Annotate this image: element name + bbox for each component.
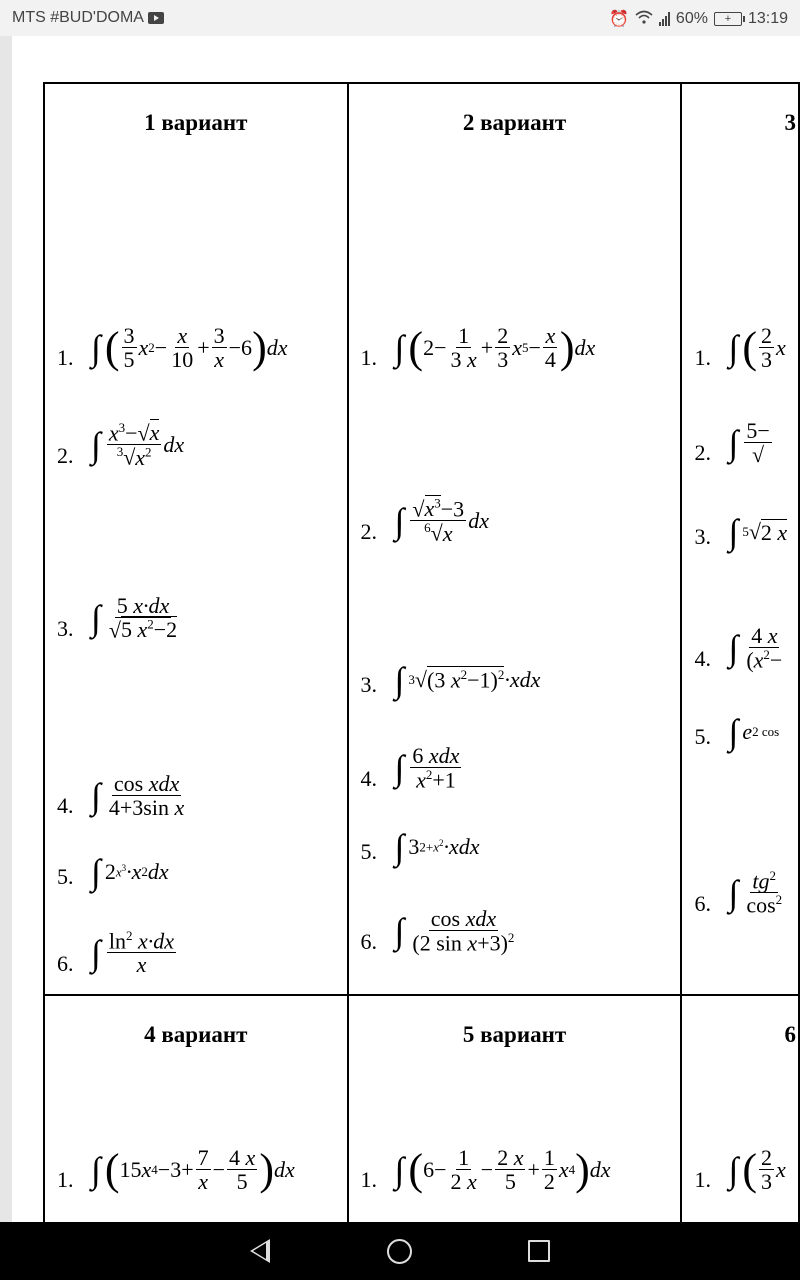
v5-integral-1: ∫ ( 6− $\frac{1}{2 x}$ − $\frac{2 x}{5}$ + $\frac{1}{2}$ x 4 ) dx — [394, 1144, 611, 1195]
v1-integral-2: ∫ $\frac{x^3-√x}{^3√x^2}$ dx — [91, 420, 185, 470]
v2-integral-4: ∫ $\frac{\text{6 xdx}}{x^2+1}$ — [394, 743, 460, 793]
v2-task-1: 1. ∫ ( 2− $\frac{1}{3 x}$ + $\frac{2}{3}$ x 5 − $\frac{x}{4}$ ) dx — [360, 322, 596, 373]
v2-task-6: 6. ∫ $\frac{\text{cos xdx}}{(2 \sin x+3)^2}$ — [361, 907, 519, 955]
v1-integral-4: ∫ $\frac{\text{cos xdx}}{\text{4+3sin x}}$ — [91, 771, 185, 821]
variant-5-header: 5 вариант — [462, 1022, 567, 1047]
v2-task-3: 3. ∫ 3 √ (3 $x^2-1)^2$ ·xdx — [360, 660, 541, 700]
v2-integral-6: ∫ $\frac{\text{cos xdx}}{(2 \sin x+3)^2}$ — [394, 906, 515, 956]
status-bar — [0, 0, 800, 36]
variants-table — [43, 82, 800, 1276]
v2-integral-2: ∫ $\frac{√x^3-3}{^6√x}$ dx — [394, 496, 489, 546]
v1-integral-5: ∫ 2 $x^3$ ·x 2 dx — [91, 852, 169, 892]
alarm-icon: ⏰ — [609, 11, 629, 28]
v3-task-4: 4. ∫ $\frac{4 x}{(x^2-}$ — [694, 623, 783, 673]
variant-4-header: 4 вариант — [144, 1022, 248, 1047]
v6-task-1: 1. ∫ ( $\frac{2}{3}$ x — [694, 1144, 786, 1195]
v4-integral-1: ∫ ( 15 x 4 −3+ $\frac{7}{x}$ − $\frac{4 x}{5}$ ) dx — [91, 1144, 295, 1195]
variant-6-header: 6 — [784, 1022, 796, 1047]
back-button[interactable] — [250, 1239, 270, 1263]
clock: 13:19 — [747, 10, 788, 27]
v1-task-1: 1. ∫ ( $\frac{3}{5}$ x 2 − $\frac{x}{10}$ + $\frac{3}{x}$ −6 ) dx — [57, 322, 288, 373]
variant-1-cell — [44, 83, 348, 995]
v1-integral-1: ∫ ( $\frac{3}{5}$ x 2 − $\frac{x}{10}$ + $\frac{3}{x}$ −6 ) dx — [91, 322, 288, 373]
v2-task-2: 2. ∫ $\frac{√x^3-3}{^6√x}$ dx — [360, 496, 489, 546]
page-left-edge — [0, 36, 12, 1222]
v2-integral-5: ∫ 3 $2+x^2$ ·xdx — [394, 827, 480, 867]
v2-task-5: 5. ∫ 3 $2+x^2$ ·xdx — [360, 827, 480, 867]
v3-task-6: 6. ∫ $\frac{tg^2}{\cos^2}$ — [694, 868, 783, 918]
navigation-bar — [0, 1222, 800, 1280]
variant-1-header: 1 вариант — [144, 110, 248, 135]
v1-integral-6: ∫ $\frac{\ln^2 x\cdot dx}{x}$ — [91, 928, 175, 978]
variant-2-header: 2 вариант — [462, 110, 567, 135]
v1-task-2: 2. ∫ $\frac{x^3-√x}{^3√x^2}$ dx — [57, 420, 185, 470]
recent-apps-button[interactable] — [528, 1240, 550, 1262]
v3-task-3: 3. ∫ 5 √ 2 x — [694, 512, 788, 552]
v3-task-1: 1. ∫ ( $\frac{2}{3}$ x — [694, 322, 786, 373]
v3-task-2: 2. ∫ $\frac{5-}{√}$ — [694, 418, 770, 468]
variant-2-cell — [348, 83, 682, 995]
v5-task-1: 1. ∫ ( 6− $\frac{1}{2 x}$ − $\frac{2 x}{5}$ + $\frac{1}{2}$ x 4 ) dx — [360, 1144, 611, 1195]
v1-integral-3: ∫ $\frac{5 x\cdot dx}{√5 x^2-2}$ — [91, 593, 178, 643]
signal-icon — [659, 12, 670, 26]
battery-percent: 60% — [675, 10, 708, 27]
v2-integral-1: ∫ ( 2− $\frac{1}{3 x}$ + $\frac{2}{3}$ x 5 − $\frac{x}{4}$ ) dx — [394, 322, 596, 373]
v1-task-3: 3. ∫ $\frac{5 x\cdot dx}{√5 x^2-2}$ — [57, 594, 181, 642]
youtube-icon — [148, 12, 164, 24]
v1-task-4: 4. ∫ $\frac{\text{cos xdx}}{\text{4+3sin x}}$ — [57, 772, 188, 819]
variant-3-cell — [681, 83, 799, 995]
v1-task-6: 6. ∫ $\frac{\ln^2 x\cdot dx}{x}$ — [57, 929, 178, 977]
variant-3-header: 3 — [784, 110, 796, 135]
home-button[interactable] — [387, 1239, 412, 1264]
v3-task-5: 5. ∫ e 2 cos — [694, 712, 780, 752]
v2-task-4: 4. ∫ $\frac{\text{6 xdx}}{x^2+1}$ — [361, 744, 464, 792]
v4-task-1: 1. ∫ ( 15 x 4 −3+ $\frac{7}{x}$ − $\frac{4 x}{5}$ ) dx — [57, 1144, 295, 1195]
battery-icon: + — [714, 12, 742, 26]
wifi-icon — [635, 10, 653, 29]
v2-integral-3: ∫ 3 √ (3 $x^2-1)^2$ ·xdx — [394, 660, 541, 700]
carrier-name: MTS #BUD'DOMA — [12, 9, 144, 26]
v1-task-5: 5. ∫ 2 $x^3$ ·x 2 dx — [57, 852, 169, 892]
